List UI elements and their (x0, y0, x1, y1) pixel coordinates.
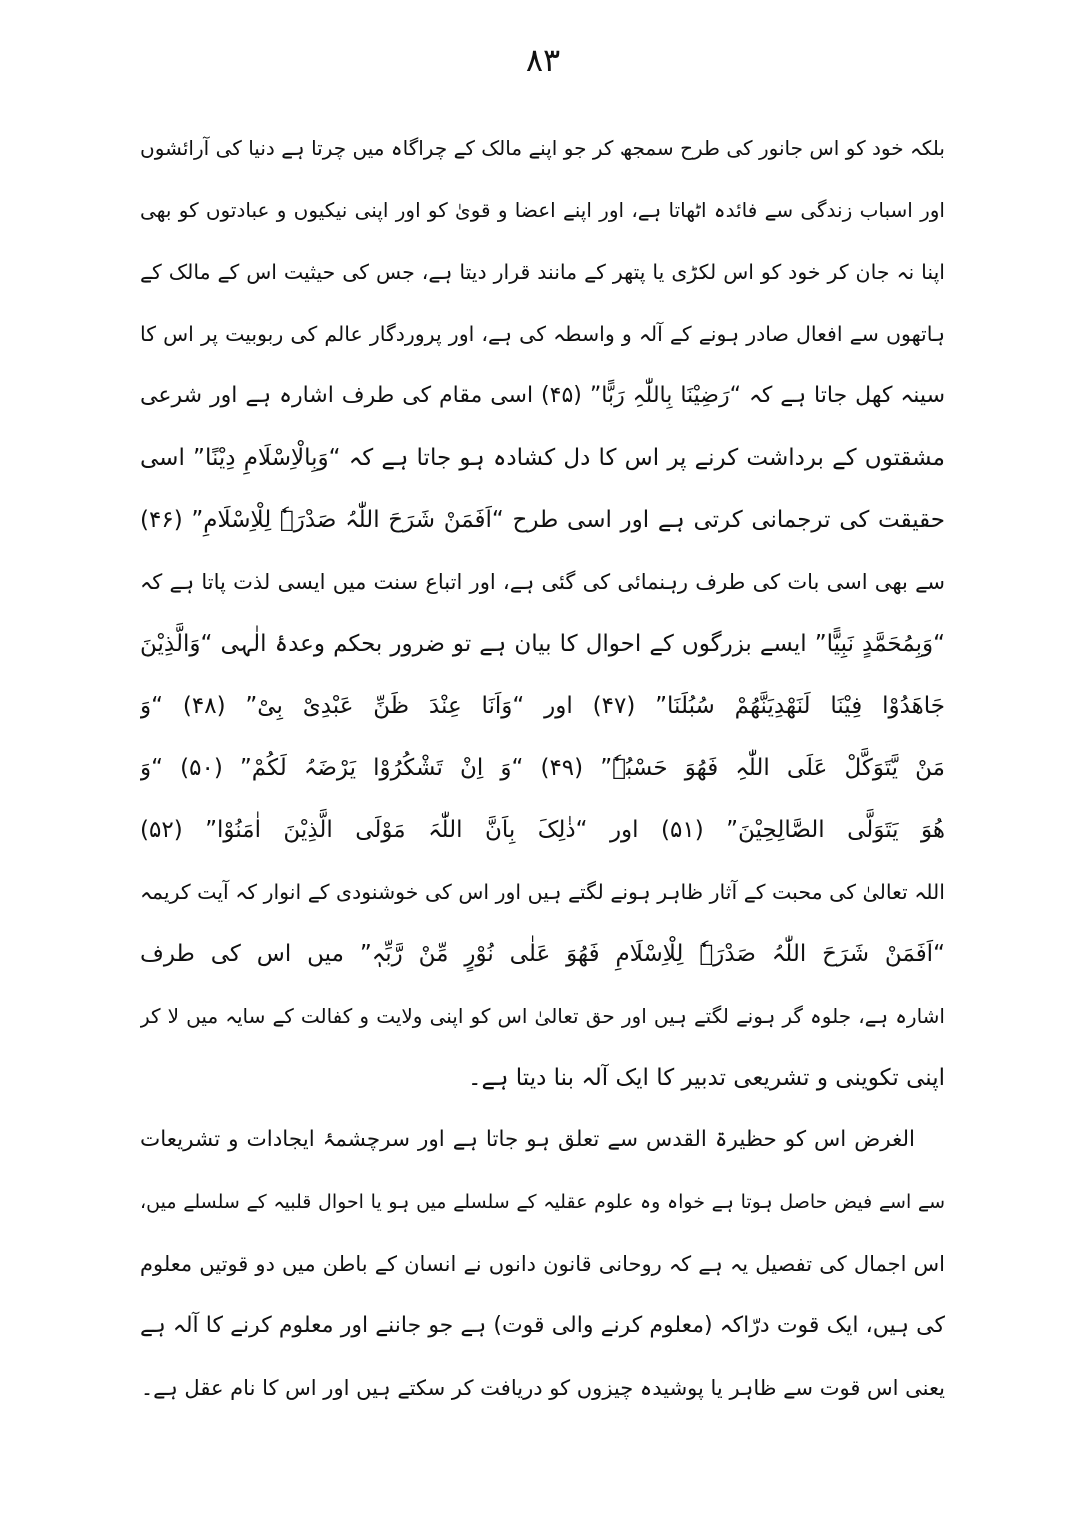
text-line: جَاھَدُوْا فِیْنَا لَنَھْدِیَنَّھُمْ سُبُلَنَا” (۴۷) اور “وَاَنَا عِنْدَ ظَنِّ عَبْدِیْ بِیْ” (۴۸) “وَ (140, 693, 945, 719)
text-line-paragraph-start: الغرض اس کو حظیرۃ القدس سے تعلق ہو جاتا ہے اور سرچشمۂ ایجادات و تشریعات (140, 1127, 915, 1152)
paragraph-2 (140, 1109, 945, 1419)
text-line: ھُوَ یَتَوَلَّی الصَّالِحِیْنَ” (۵۱) اور “ذٰلِکَ بِاَنَّ اللّٰہَ مَوْلَی الَّذِیْنَ اٰمَنُوْا” (۵۲) (140, 817, 945, 843)
text-line: ہاتھوں سے افعال صادر ہونے کے آلہ و واسطہ کی ہے، اور پروردگار عالم کی ربوبیت پر اس کا (140, 322, 945, 346)
text-line: حقیقت کی ترجمانی کرتی ہے اور اسی طرح “اَفَمَنْ شَرَحَ اللّٰہُ صَدْرَہٗ لِلْاِسْلَامِ” (۴۶) (140, 507, 945, 533)
text-line: سے بھی اسی بات کی طرف رہنمائی کی گئی ہے، اور اتباع سنت میں ایسی لذت پاتا ہے کہ (140, 570, 945, 594)
text-line: “وَبِمُحَمَّدٍ نَبِیًّا” ایسے بزرگوں کے احوال کا بیان ہے تو ضرور بحکم وعدۂ الٰہی “وَالَّذِیْنَ (140, 631, 945, 657)
text-block (140, 117, 945, 1419)
text-line: “اَفَمَنْ شَرَحَ اللّٰہُ صَدْرَہٗ لِلْاِسْلَامِ فَھُوَ عَلٰی نُوْرٍ مِّنْ رَّبِّہٖ” میں اس کی طرف (140, 941, 945, 967)
text-line: اس اجمال کی تفصیل یہ ہے کہ روحانی قانون دانوں نے انسان کے باطن میں دو قوتیں معلوم (140, 1252, 945, 1276)
text-line: مشقتوں کے برداشت کرنے پر اس کا دل کشادہ ہو جاتا ہے کہ “وَبِالْاِسْلَامِ دِیْنًا” اسی (140, 445, 945, 471)
text-line: اپنا نہ جان کر خود کو اس لکڑی یا پتھر کے مانند قرار دیتا ہے، جس کی حیثیت اس کے مالک کے (140, 260, 945, 284)
paragraph-1 (140, 117, 945, 1109)
text-line: سینہ کھل جاتا ہے کہ “رَضِیْنَا بِاللّٰہِ رَبًّا” (۴۵) اسی مقام کی طرف اشارہ ہے اور شرعی (140, 383, 945, 408)
text-line-paragraph-end: اپنی تکوینی و تشریعی تدبیر کا ایک آلہ بنا دیتا ہے۔ (468, 1065, 945, 1091)
text-line: کی ہیں، ایک قوت درّاکہ (معلوم کرنے والی قوت) ہے جو جاننے اور معلوم کرنے کا آلہ ہے (140, 1313, 945, 1338)
text-line: مَنْ یَّتَوَکَّلْ عَلَی اللّٰہِ فَھُوَ حَسْبُہٗ” (۴۹) “وَ اِنْ تَشْکُرُوْا یَرْضَہُ لَکُمْ” (۵۰) “وَ (140, 755, 945, 781)
text-line: اشارہ ہے، جلوہ گر ہونے لگتے ہیں اور حق تعالیٰ اس کو اپنی ولایت و کفالت کے سایہ میں لا کر (140, 1004, 945, 1028)
page-number: ۸۳ (525, 41, 561, 79)
text-line: سے اسے فیض حاصل ہوتا ہے خواہ وہ علوم عقلیہ کے سلسلے میں ہو یا احوال قلبیہ کے سلسلے میں، (140, 1191, 945, 1213)
text-line: اللہ تعالیٰ کی محبت کے آثار ظاہر ہونے لگتے ہیں اور اس کی خوشنودی کے انوار کہ آیت کریمہ (140, 880, 945, 904)
text-line: اور اسباب زندگی سے فائدہ اٹھاتا ہے، اور اپنے اعضا و قویٰ کو اور اپنی نیکیوں و عبادتوں کو بھی (140, 198, 945, 222)
text-line: بلکہ خود کو اس جانور کی طرح سمجھ کر جو اپنے مالک کے چراگاہ میں چرتا ہے دنیا کی آرائشوں (140, 136, 945, 160)
text-line-paragraph-end: یعنی اس قوت سے ظاہر یا پوشیدہ چیزوں کو دریافت کر سکتے ہیں اور اس کا نام عقل ہے۔ (140, 1376, 945, 1400)
